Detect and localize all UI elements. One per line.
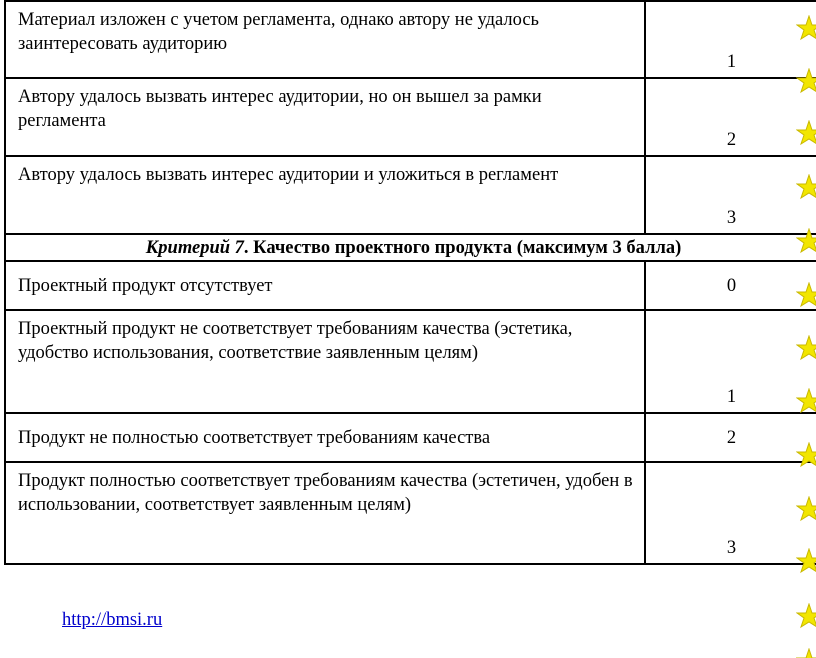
criterion-header-bold: . Качество проектного продукта (максимум 3 балла) (243, 238, 682, 258)
table-row (5, 156, 816, 234)
criterion-score: 3 (645, 156, 816, 234)
table-row (5, 261, 816, 310)
star-icon (796, 282, 816, 308)
criterion-header-row (5, 234, 816, 261)
star-icon (796, 496, 816, 522)
footer-link[interactable]: http://bmsi.ru (62, 610, 163, 630)
star-icon (796, 335, 816, 361)
criterion-header (5, 234, 816, 261)
star-icon (796, 648, 816, 658)
criterion-description: Проектный продукт отсутствует (5, 261, 645, 310)
criterion-description: Материал изложен с учетом регламента, однако автору не удалось заинтересовать аудиторию (5, 1, 645, 78)
criterion-score: 2 (645, 413, 816, 462)
criterion-score: 1 (645, 310, 816, 413)
star-icon (796, 120, 816, 146)
criterion-description: Проектный продукт не соответствует требованиям качества (эстетика, удобство использования, соответствие заявленным целям) (5, 310, 645, 413)
table-row (5, 413, 816, 462)
star-icon (796, 603, 816, 629)
star-icon (796, 388, 816, 414)
criterion-score: 3 (645, 462, 816, 564)
criterion-header-italic: Критерий 7 (145, 238, 244, 258)
table-row (5, 78, 816, 156)
star-icon (796, 548, 816, 574)
table-row (5, 310, 816, 413)
star-icon (796, 442, 816, 468)
star-icon (796, 228, 816, 254)
criterion-description: Продукт не полностью соответствует требованиям качества (5, 413, 645, 462)
criterion-description: Продукт полностью соответствует требованиям качества (эстетичен, удобен в использовании, соответствует заявленным целям) (5, 462, 645, 564)
table-row (5, 462, 816, 564)
criteria-table (4, 0, 816, 565)
star-icon (796, 68, 816, 94)
criterion-description: Автору удалось вызвать интерес аудитории, но он вышел за рамки регламента (5, 78, 645, 156)
table-row (5, 1, 816, 78)
criterion-score: 1 (645, 1, 816, 78)
star-icon (796, 174, 816, 200)
star-border (796, 0, 816, 658)
criterion-score: 2 (645, 78, 816, 156)
criterion-description: Автору удалось вызвать интерес аудитории и уложиться в регламент (5, 156, 645, 234)
criterion-score: 0 (645, 261, 816, 310)
star-icon (796, 15, 816, 41)
